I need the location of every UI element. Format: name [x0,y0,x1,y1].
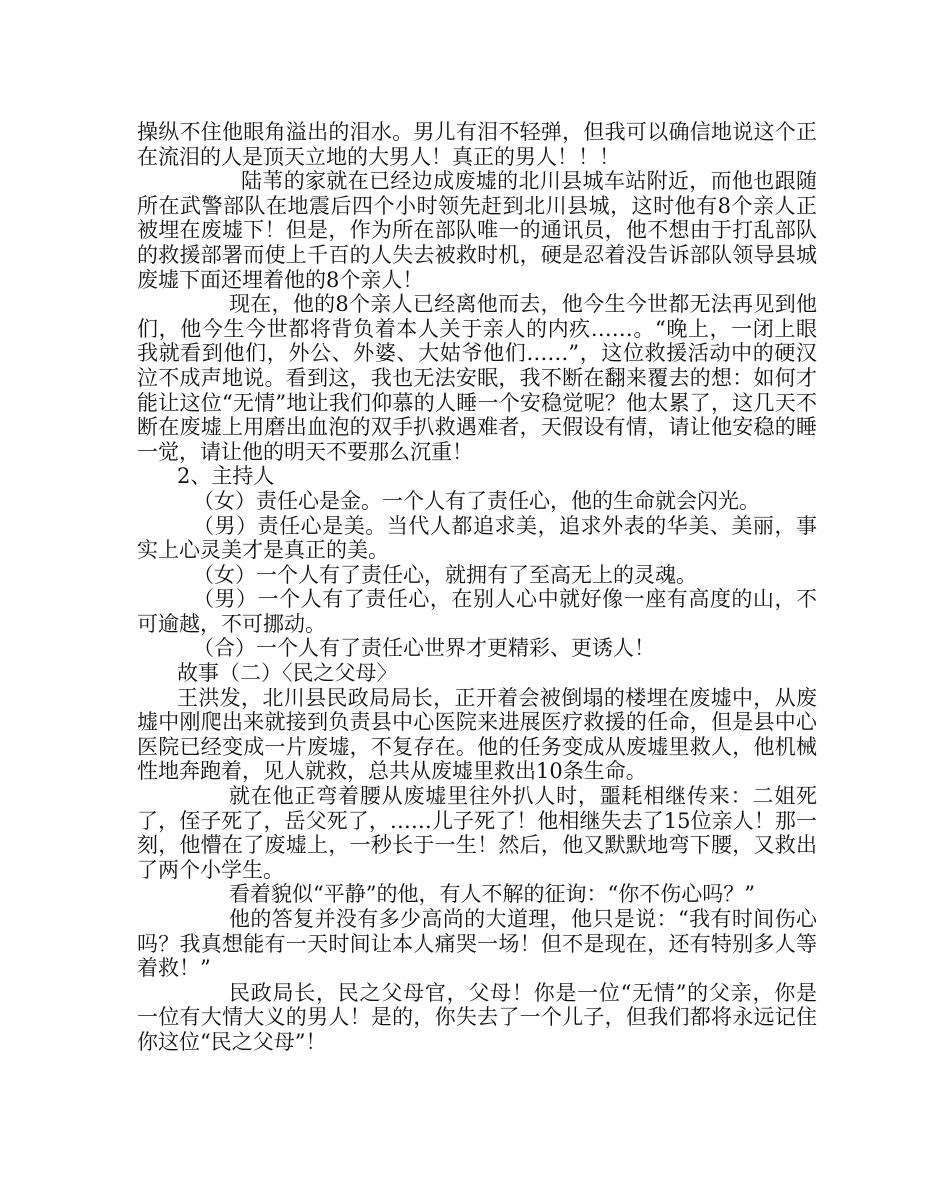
section-heading: 2、主持人 [177,464,275,489]
document-page [137,120,817,1055]
host-line: （男）责任心是美。当代人都追求美，追求外表的华美、美丽，事实上心灵美才是真正的美。 [137,513,817,563]
story-heading: 故事（二）〈民之父母〉 [177,661,398,686]
paragraph: 民政局长，民之父母官，父母！你是一位“无情”的父亲，你是一位有大情大义的男人！是的，你失去了一个儿子，但我们都将永远记住你这位“民之父母”！ [137,980,817,1054]
paragraph: 就在他正弯着腰从废墟里往外扒人时，噩耗相继传来：二姐死了，侄子死了，岳父死了，……儿子死了！他相继失去了15位亲人！那一刻，他懵在了废墟上，一秒长于一生！然后，他又默默地弯下腰，又救出了两个小学生。 [137,784,817,882]
host-line: （女）一个人有了责任心，就拥有了至高无上的灵魂。 [193,562,697,587]
paragraph: 现在，他的8个亲人已经离他而去，他今生今世都无法再见到他们，他今生今世都将背负着本人关于亲人的内疚……。“晚上，一闭上眼我就看到他们，外公、外婆、大姑爷他们……”，这位救援活动中的硬汉泣不成声地说。看到这，我也无法安眠，我不断在翻来覆去的想：如何才能让这位“无情”地让我们仰慕的人睡一个安稳觉呢？他太累了，这几天不断在废墟上用磨出血泡的双手扒救遇难者，天假设有情，请让他安稳的睡一觉，请让他的明天不要那么沉重！ [137,292,817,464]
paragraph: 他的答复并没有多少高尚的大道理，他只是说：“我有时间伤心吗？我真想能有一天时间让本人痛哭一场！但不是现在，还有特别多人等着救！” [137,907,817,981]
host-line: （女）责任心是金。一个人有了责任心，他的生命就会闪光。 [193,488,760,513]
paragraph: 王洪发，北川县民政局局长，正开着会被倒塌的楼埋在废墟中，从废墟中刚爬出来就接到负责县中心医院来进展医疗救援的任命，但是县中心医院已经变成一片废墟，不复存在。他的任务变成从废墟里救人，他机械性地奔跑着，见人就救，总共从废墟里救出10条生命。 [137,685,817,784]
host-line: （男）一个人有了责任心，在别人心中就好像一座有高度的山，不可逾越，不可挪动。 [137,587,817,636]
paragraph: 看着貌似“平静”的他，有人不解的征询：“你不伤心吗？” [229,882,755,907]
paragraph: 陆苇的家就在已经边成废墟的北川县城车站附近，而他也跟随所在武警部队在地震后四个小时领先赶到北川县城，这时他有8个亲人正被埋在废墟下！但是，作为所在部队唯一的通讯员，他不想由于打乱部队的救援部署而使上千百的人失去被救时机，硬是忍着没告诉部队领导县城废墟下面还埋着他的8个亲人！ [137,169,817,292]
host-line: （合）一个人有了责任心世界才更精彩、更诱人！ [193,636,655,661]
paragraph: 操纵不住他眼角溢出的泪水。男儿有泪不轻弹，但我可以确信地说这个正在流泪的人是顶天立地的大男人！真正的男人！！！ [137,120,817,169]
